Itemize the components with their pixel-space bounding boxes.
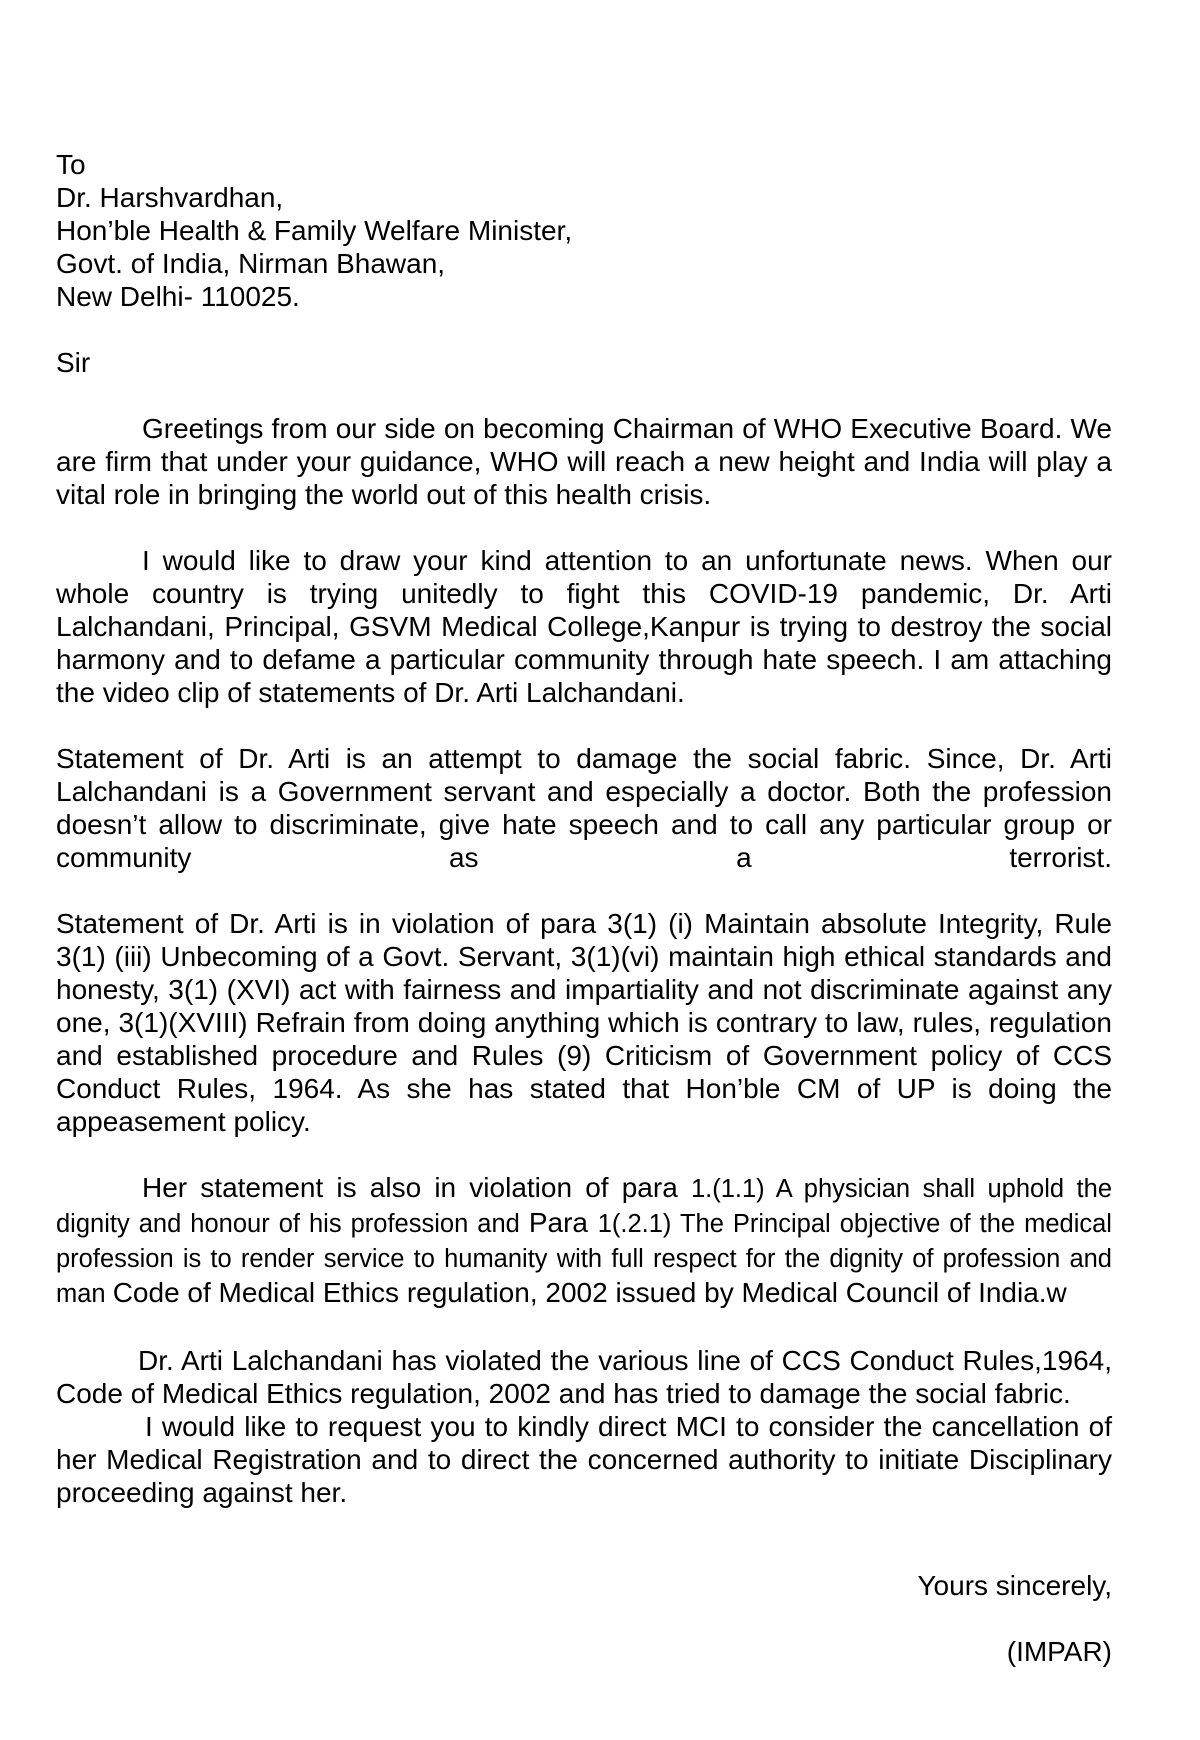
- p5-run-normal-1: Her statement is also in violation of para: [142, 1172, 691, 1203]
- valediction: Yours sincerely,: [917, 1570, 1112, 1601]
- paragraph-ccs-rules-violation: Statement of Dr. Arti is in violation of para 3(1) (i) Maintain absolute Integrity, Rule 3(1) (iii) Unbecoming of a Govt. Servant, 3(1)(vi) maintain high ethical standards and honesty, 3(1) (XVI) act with fairness and impartiality and not discriminate against any one, 3(1)(XVIII) Refrain from doing anything which is contrary to law, rules, regulation and established procedure and Rules (9) Criticism of Government policy of CCS Conduct Rules, 1964. As she has stated that Hon’ble CM of UP is doing the appeasement policy.: [56, 908, 1112, 1137]
- paragraph-greetings: Greetings from our side on becoming Chairman of WHO Executive Board. We are firm that under your guidance, WHO will reach a new height and India will play a vital role in bringing the world out of this health crisis.: [56, 413, 1112, 510]
- paragraph-medical-ethics-violation: [56, 1171, 1112, 1311]
- p5-run-small-1: 1.(1.1) A physician shall uphold the dignity and honour of his profession and: [56, 1175, 1113, 1238]
- p5-run-normal-3: Code of Medical Ethics regulation, 2002 issued by Medical Council of India.w: [112, 1277, 1067, 1308]
- paragraph-violated-summary: Dr. Arti Lalchandani has violated the various line of CCS Conduct Rules,1964, Code of Medical Ethics regulation, 2002 and has tried to damage the social fabric.: [56, 1345, 1112, 1409]
- paragraph-request-action: I would like to request you to kindly direct MCI to consider the cancellation of her Medical Registration and to direct the concerned authority to initiate Disciplinary proceeding against her.: [56, 1411, 1112, 1508]
- paragraph-social-fabric: Statement of Dr. Arti is an attempt to damage the social fabric. Since, Dr. Arti Lalchandani is a Government servant and especially a doctor. Both the profession doesn’t allow to discriminate, give hate speech and to call any particular group or community as a terrorist.: [56, 743, 1112, 873]
- p5-run-small-2: 1(.2.1) The Principal objective of the medical profession is to render service to humanity with full respect for the dignity of profession and man: [56, 1210, 1112, 1308]
- paragraph-unfortunate-news: I would like to draw your kind attention to an unfortunate news. When our whole country is trying unitedly to fight this COVID-19 pandemic, Dr. Arti Lalchandani, Principal, GSVM Medical College,Kanpur is trying to destroy the social harmony and to defame a particular community through hate speech. I am attaching the video clip of statements of Dr. Arti Lalchandani.: [56, 545, 1112, 708]
- signature: (IMPAR): [1006, 1636, 1112, 1667]
- address-line-city: New Delhi- 110025.: [56, 281, 300, 312]
- p5-run-normal-2: Para: [528, 1207, 598, 1238]
- salutation: Sir: [56, 347, 91, 378]
- recipient-address-block: [56, 148, 1112, 313]
- address-to-line: To: [56, 149, 86, 180]
- address-line-org: Govt. of India, Nirman Bhawan,: [56, 248, 446, 279]
- address-line-title: Hon’ble Health & Family Welfare Minister,: [56, 215, 573, 246]
- address-line-name: Dr. Harshvardhan,: [56, 182, 284, 213]
